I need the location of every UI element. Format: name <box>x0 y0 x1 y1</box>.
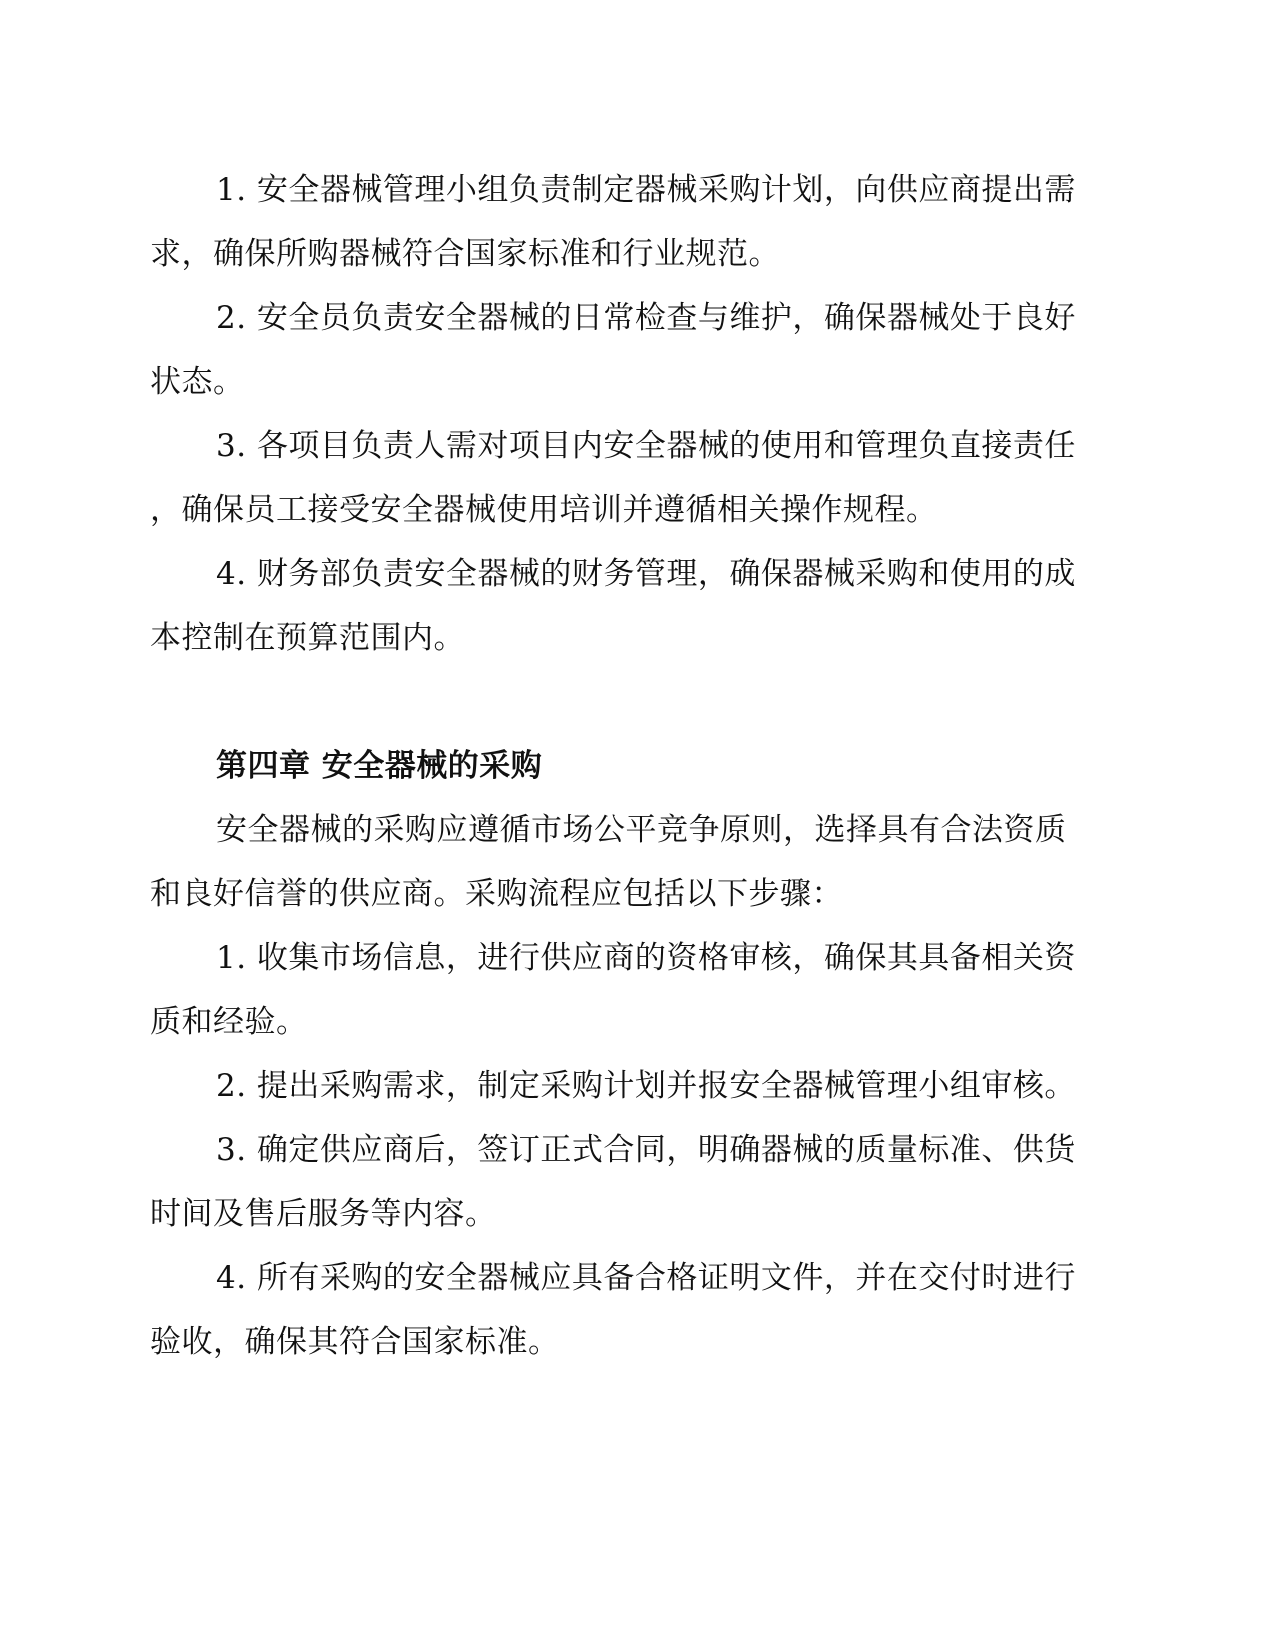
document-body <box>150 158 1120 1374</box>
chapter-title: 第四章 安全器械的采购 <box>216 748 543 784</box>
paragraph-line: 安全器械的采购应遵循市场公平竞争原则，选择具有合法资质 <box>216 812 1067 848</box>
procurement-step-3 <box>150 1118 1120 1246</box>
paragraph-line: 2. 提出采购需求，制定采购计划并报安全器械管理小组审核。 <box>216 1068 1076 1104</box>
paragraph-line: 时间及售后服务等内容。 <box>150 1196 497 1232</box>
responsibility-item-2 <box>150 286 1120 414</box>
responsibility-item-4 <box>150 542 1120 670</box>
paragraph-line: 和良好信誉的供应商。采购流程应包括以下步骤： <box>150 876 843 912</box>
paragraph-line: 2. 安全员负责安全器械的日常检查与维护，确保器械处于良好 <box>216 300 1076 336</box>
responsibility-item-3 <box>150 414 1120 542</box>
paragraph-line: 求，确保所购器械符合国家标准和行业规范。 <box>150 236 780 272</box>
procurement-intro <box>150 798 1120 926</box>
paragraph-line: 4. 财务部负责安全器械的财务管理，确保器械采购和使用的成 <box>216 556 1076 592</box>
procurement-step-2 <box>150 1054 1120 1118</box>
paragraph-line: 4. 所有采购的安全器械应具备合格证明文件，并在交付时进行 <box>216 1260 1076 1296</box>
paragraph-line: 状态。 <box>150 364 245 400</box>
paragraph-line: 质和经验。 <box>150 1004 308 1040</box>
paragraph-line: 3. 各项目负责人需对项目内安全器械的使用和管理负直接责任 <box>216 428 1076 464</box>
procurement-step-1 <box>150 926 1120 1054</box>
paragraph-line: 验收，确保其符合国家标准。 <box>150 1324 560 1360</box>
paragraph-line: 1. 安全器械管理小组负责制定器械采购计划，向供应商提出需 <box>216 172 1076 208</box>
paragraph-line: 1. 收集市场信息，进行供应商的资格审核，确保其具备相关资 <box>216 940 1076 976</box>
procurement-step-4 <box>150 1246 1120 1374</box>
paragraph-line: 3. 确定供应商后，签订正式合同，明确器械的质量标准、供货 <box>216 1132 1076 1168</box>
paragraph-line: ，确保员工接受安全器械使用培训并遵循相关操作规程。 <box>150 492 938 528</box>
responsibility-item-1 <box>150 158 1120 286</box>
paragraph-line: 本控制在预算范围内。 <box>150 620 465 656</box>
